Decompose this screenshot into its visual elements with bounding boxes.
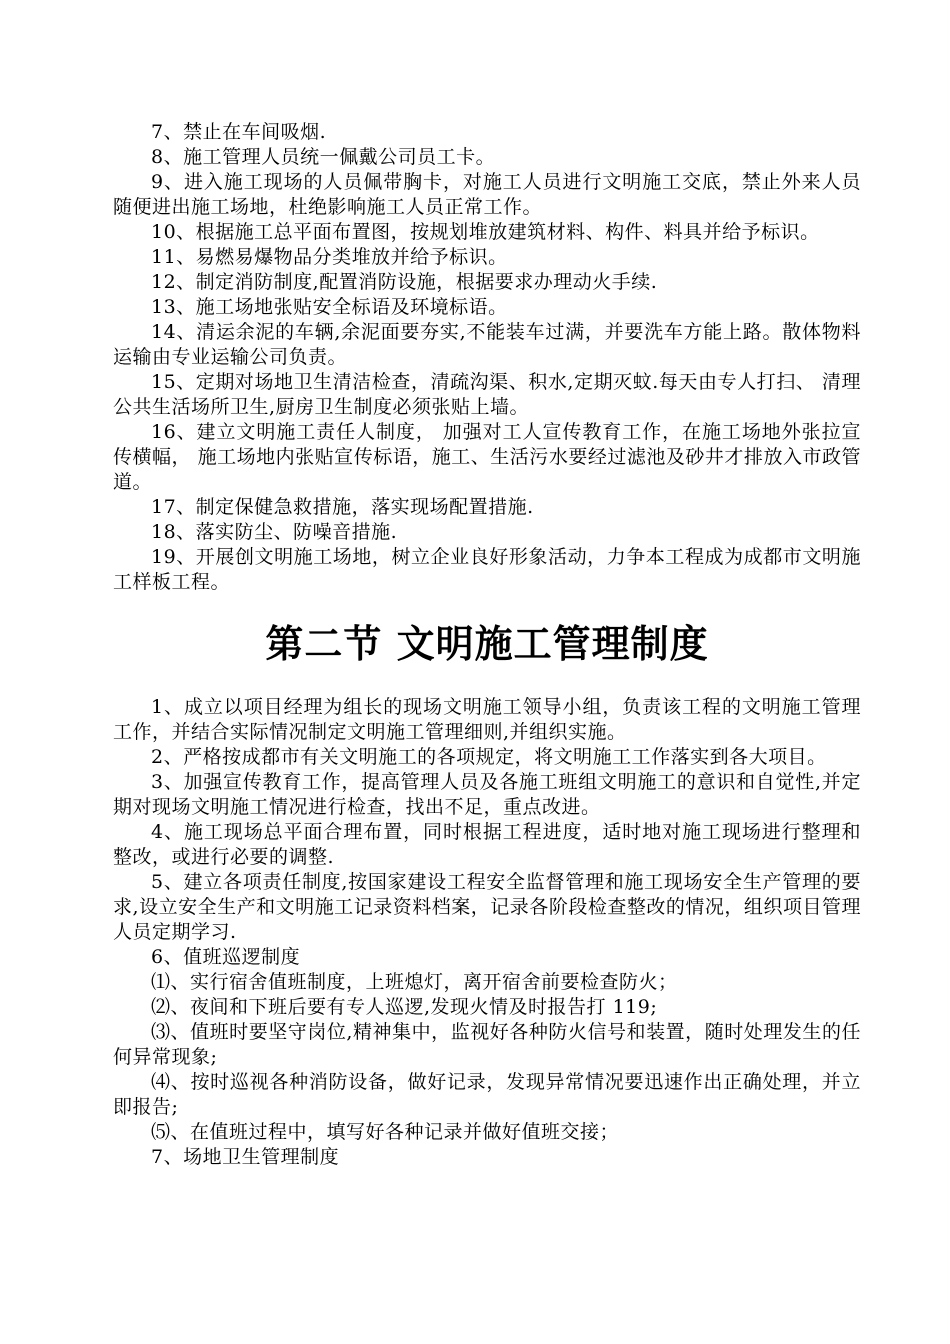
paragraph-rule-1: 1、成立以项目经理为组长的现场文明施工领导小组，负责该工程的文明施工管理工作，并结合实际情况制定文明施工管理细则,并组织实施。 [113, 696, 861, 743]
paragraph-item-13: 13、施工场地张贴安全标语及环境标语。 [151, 296, 508, 318]
paragraph-item-12: 12、制定消防制度,配置消防设施，根据要求办理动火手续. [151, 271, 658, 293]
paragraph-item-11: 11、易燃易爆物品分类堆放并给予标识。 [151, 246, 508, 268]
document-page [113, 120, 861, 1170]
paragraph-subrule-4: ⑷、按时巡视各种消防设备，做好记录，发现异常情况要迅速作出正确处理，并立即报告; [113, 1071, 861, 1118]
paragraph-item-16: 16、建立文明施工责任人制度， 加强对工人宣传教育工作，在施工场地外张拉宣传横幅， 施工场地内张贴宣传标语，施工、生活污水要经过滤池及砂井才排放入市政管道。 [113, 421, 861, 493]
paragraph-item-18: 18、落实防尘、防噪音措施. [151, 521, 398, 543]
paragraph-item-9: 9、进入施工现场的人员佩带胸卡，对施工人员进行文明施工交底，禁止外来人员随便进出施工场地，杜绝影响施工人员正常工作。 [113, 171, 861, 218]
paragraph-rule-3: 3、加强宣传教育工作，提高管理人员及各施工班组文明施工的意识和自觉性,并定期对现场文明施工情况进行检查，找出不足，重点改进。 [113, 771, 861, 818]
paragraph-subrule-3: ⑶、值班时要坚守岗位,精神集中，监视好各种防火信号和装置，随时处理发生的任何异常现象; [113, 1021, 861, 1068]
paragraph-subrule-1: ⑴、实行宿舍值班制度，上班熄灯，离开宿舍前要检查防火； [151, 971, 678, 993]
paragraph-item-15: 15、定期对场地卫生清洁检查，清疏沟渠、积水,定期灭蚊.每天由专人打扫、 清理公共生活场所卫生,厨房卫生制度必须张贴上墙。 [113, 371, 861, 418]
paragraph-item-10: 10、根据施工总平面布置图，按规划堆放建筑材料、构件、料具并给予标识。 [151, 221, 820, 243]
paragraph-rule-6: 6、值班巡逻制度 [151, 946, 301, 968]
section-heading: 第二节 文明施工管理制度 [265, 622, 709, 666]
paragraph-rule-5: 5、建立各项责任制度,按国家建设工程安全监督管理和施工现场安全生产管理的要求,设立安全生产和文明施工记录资料档案，记录各阶段检查整改的情况，组织项目管理人员定期学习. [113, 871, 861, 943]
paragraph-rule-7: 7、场地卫生管理制度 [151, 1146, 340, 1168]
section-rules-list [113, 120, 861, 595]
paragraph-item-17: 17、制定保健急救措施，落实现场配置措施. [151, 496, 534, 518]
paragraph-item-7: 7、禁止在车间吸烟. [151, 121, 327, 143]
paragraph-subrule-5: ⑸、在值班过程中，填写好各种记录并做好值班交接； [151, 1121, 620, 1143]
paragraph-rule-4: 4、施工现场总平面合理布置，同时根据工程进度，适时地对施工现场进行整理和整改，或进行必要的调整. [113, 821, 861, 868]
paragraph-item-19: 19、开展创文明施工场地，树立企业良好形象活动，力争本工程成为成都市文明施工样板工程。 [113, 546, 861, 593]
paragraph-rule-2: 2、严格按成都市有关文明施工的各项规定，将文明施工工作落实到各大项目。 [151, 746, 827, 768]
section-management-rules [113, 695, 861, 1170]
paragraph-subrule-2: ⑵、夜间和下班后要有专人巡逻,发现火情及时报告打 119; [151, 996, 658, 1018]
paragraph-item-14: 14、清运余泥的车辆,余泥面要夯实,不能装车过满，并要洗车方能上路。散体物料运输由专业运输公司负责。 [113, 321, 861, 368]
paragraph-item-8: 8、施工管理人员统一佩戴公司员工卡。 [151, 146, 496, 168]
